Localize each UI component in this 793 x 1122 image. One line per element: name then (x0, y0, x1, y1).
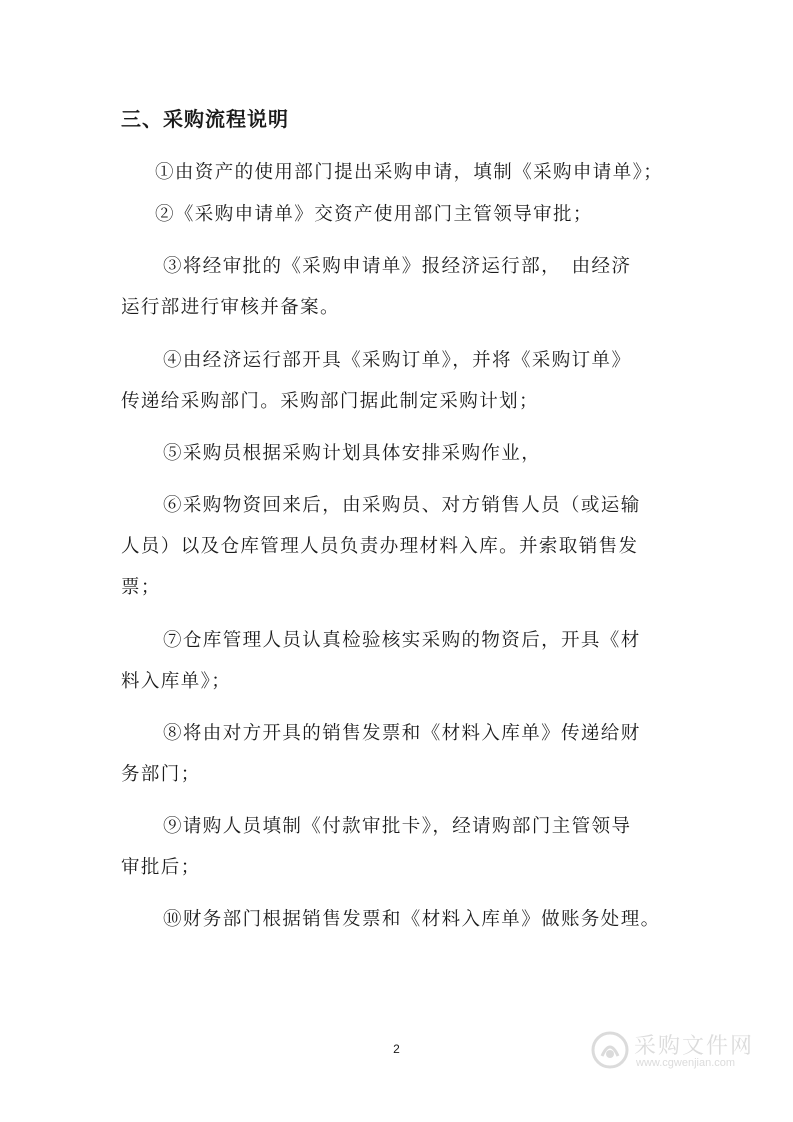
paragraph-line: 料入库单》； (121, 671, 232, 692)
paragraph-line: 传递给采购部门。采购部门据此制定采购计划； (121, 391, 539, 412)
paragraph-line: 人员）以及仓库管理人员负责办理材料入库。并索取销售发 (121, 536, 639, 557)
paragraph-line: ⑥采购物资回来后，由采购员、对方销售人员（或运输 (163, 495, 641, 516)
paragraph-line: ⑦仓库管理人员认真检验核实采购的物资后，开具《材 (163, 630, 641, 651)
watermark (590, 1026, 760, 1074)
page-number: 2 (393, 1042, 400, 1056)
section-heading: 三、采购流程说明 (121, 107, 289, 131)
paragraph-line: 审批后； (121, 857, 201, 878)
paragraph-line: ④由经济运行部开具《采购订单》，并将《采购订单》 (163, 350, 632, 371)
watermark-title: 采购文件网 (634, 1034, 755, 1059)
watermark-url: www.cgwenjian.com (636, 1057, 736, 1069)
paragraph-line: 运行部进行审核并备案。 (121, 297, 340, 318)
paragraph-line: ③将经审批的《采购申请单》报经济运行部， 由经济 (163, 256, 632, 277)
watermark-logo-icon (590, 1030, 630, 1070)
paragraph-line: ②《采购申请单》交资产使用部门主管领导审批； (155, 204, 593, 225)
paragraph-line: 务部门； (121, 764, 201, 785)
paragraph-line: 票； (121, 577, 161, 598)
paragraph-line: ⑤采购员根据采购计划具体安排采购作业， (163, 443, 542, 464)
paragraph-line: ①由资产的使用部门提出采购申请，填制《采购申请单》； (155, 162, 664, 183)
paragraph-line: ⑧将由对方开具的销售发票和《材料入库单》传递给财 (163, 723, 641, 744)
paragraph-line: ⑨请购人员填制《付款审批卡》，经请购部门主管领导 (163, 816, 632, 837)
paragraph-line: ⑩财务部门根据销售发票和《材料入库单》做账务处理。 (163, 909, 661, 930)
